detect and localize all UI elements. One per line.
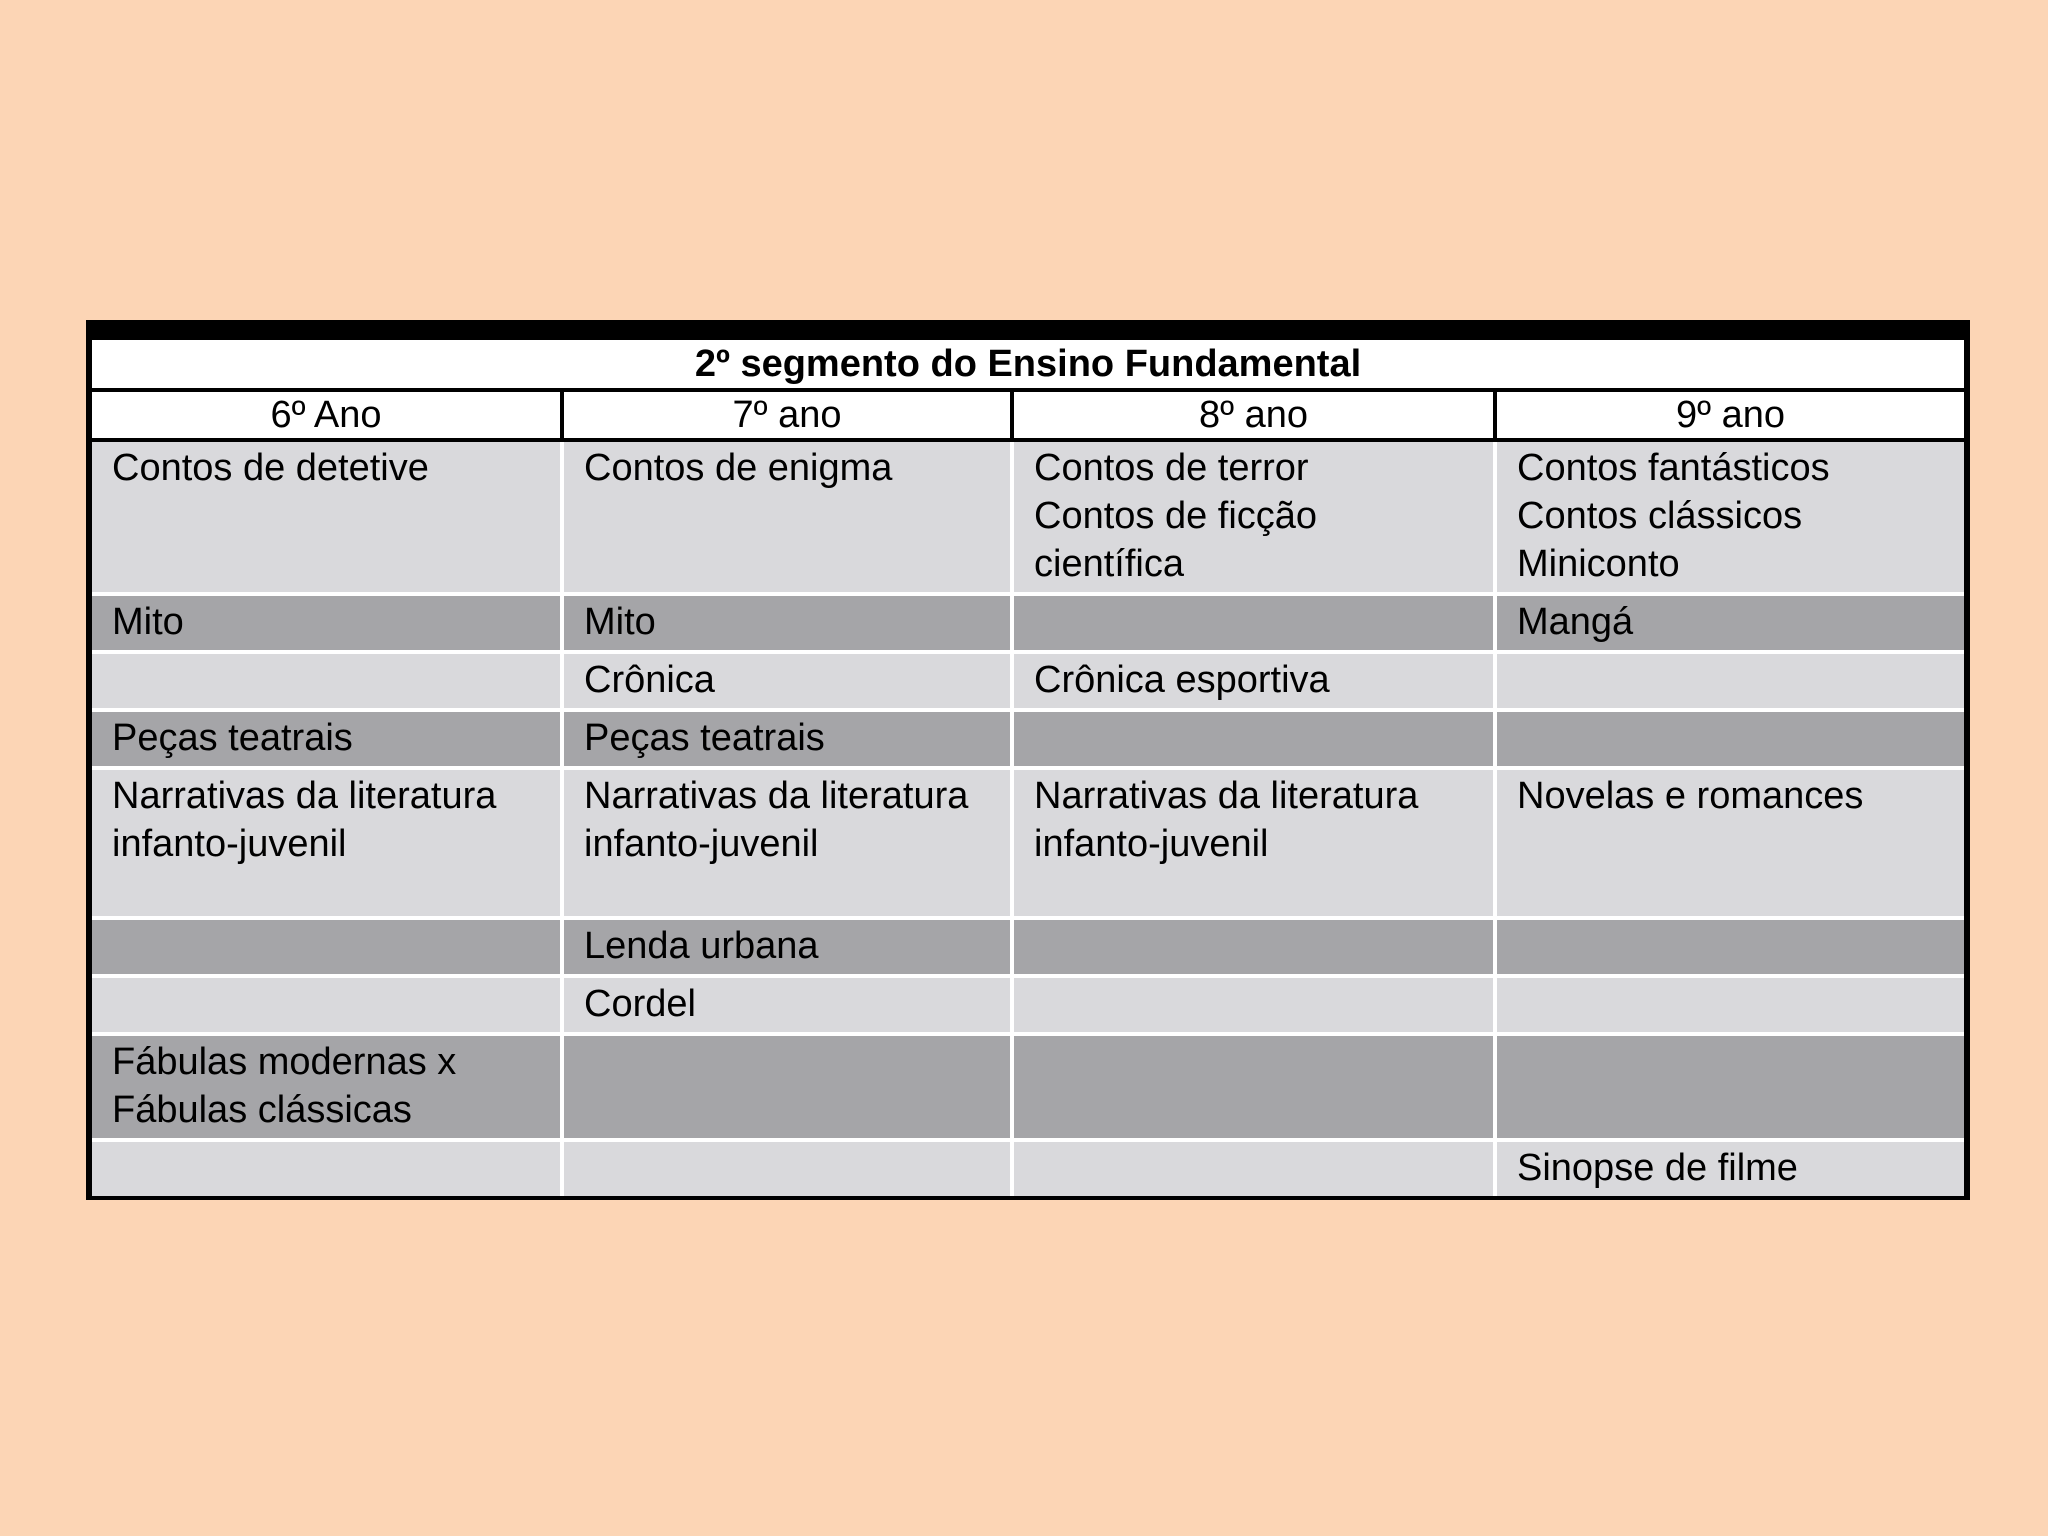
table-cell: Crônica xyxy=(562,652,1012,710)
table-cell xyxy=(92,918,562,976)
genre-table xyxy=(92,340,1964,1196)
curriculum-table xyxy=(86,320,1970,1200)
table-cell xyxy=(1012,918,1495,976)
table-row xyxy=(92,918,1964,976)
table-row xyxy=(92,976,1964,1034)
table-cell xyxy=(1012,594,1495,652)
table-cell xyxy=(92,976,562,1034)
table-row xyxy=(92,1140,1964,1196)
table-cell xyxy=(562,1140,1012,1196)
table-cell: Fábulas modernas x Fábulas clássicas xyxy=(92,1034,562,1140)
column-header-9: 9º ano xyxy=(1495,390,1964,440)
table-cell: Mangá xyxy=(1495,594,1964,652)
table-cell: Peças teatrais xyxy=(92,710,562,768)
table-row xyxy=(92,594,1964,652)
table-cell: Narrativas da literatura infanto-juvenil xyxy=(1012,768,1495,918)
table-cell: Lenda urbana xyxy=(562,918,1012,976)
title-row xyxy=(92,340,1964,390)
table-cell: Narrativas da literatura infanto-juvenil xyxy=(92,768,562,918)
table-cell: Crônica esportiva xyxy=(1012,652,1495,710)
table-row xyxy=(92,1034,1964,1140)
table-cell xyxy=(92,1140,562,1196)
column-header-6: 6º Ano xyxy=(92,390,562,440)
table-cell: Contos fantásticos Contos clássicos Miniconto xyxy=(1495,440,1964,594)
table-cell xyxy=(1495,976,1964,1034)
table-cell: Contos de detetive xyxy=(92,440,562,594)
table-cell xyxy=(562,1034,1012,1140)
table-row xyxy=(92,440,1964,594)
column-header-7: 7º ano xyxy=(562,390,1012,440)
table-cell: Mito xyxy=(562,594,1012,652)
table-cell: Sinopse de filme xyxy=(1495,1140,1964,1196)
table-cell xyxy=(1495,918,1964,976)
table-cell xyxy=(1495,1034,1964,1140)
table-body xyxy=(92,440,1964,1196)
table-cell xyxy=(1495,710,1964,768)
table-cell xyxy=(1012,1034,1495,1140)
table-cell: Novelas e romances xyxy=(1495,768,1964,918)
table-cell: Narrativas da literatura infanto-juvenil xyxy=(562,768,1012,918)
table-cell xyxy=(1012,976,1495,1034)
column-header-8: 8º ano xyxy=(1012,390,1495,440)
table-cell xyxy=(92,652,562,710)
table-cell: Mito xyxy=(92,594,562,652)
table-cell: Cordel xyxy=(562,976,1012,1034)
table-cell xyxy=(1495,652,1964,710)
table-cell: Peças teatrais xyxy=(562,710,1012,768)
table-cell: Contos de terror Contos de ficção científica xyxy=(1012,440,1495,594)
table-row xyxy=(92,768,1964,918)
table-title: 2º segmento do Ensino Fundamental xyxy=(92,340,1964,390)
table-cell xyxy=(1012,1140,1495,1196)
table-cell: Contos de enigma xyxy=(562,440,1012,594)
table-cell xyxy=(1012,710,1495,768)
table-row xyxy=(92,652,1964,710)
header-row xyxy=(92,390,1964,440)
table-row xyxy=(92,710,1964,768)
